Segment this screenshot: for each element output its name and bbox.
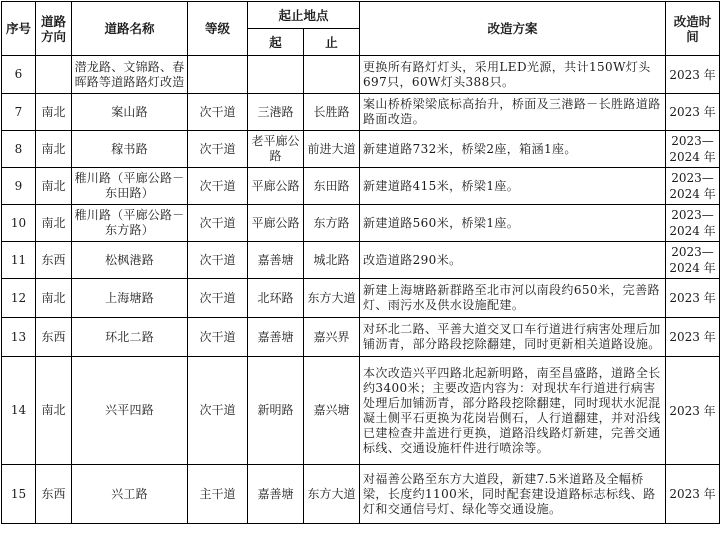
table-row (2, 168, 720, 205)
cell-time: 2023 年 (666, 318, 720, 357)
cell-direction (36, 56, 72, 94)
table-body (2, 56, 720, 524)
cell-grade: 次干道 (188, 357, 248, 465)
cell-end (304, 56, 360, 94)
cell-plan: 本次改造兴平四路北起新明路，南至昌盛路，道路全长约3400米；主要改造内容为：对现状车行道进行病害处理后加铺沥青，部分路段挖除翻建，同时现状水泥混凝土侧平石更换为花岗岩侧石，人行道翻建，并对沿线已建检查井盖进行更换，道路沿线路灯新建，完善交通标线、交通设施杆件进行喷涂等。 (360, 357, 666, 465)
table-row (2, 131, 720, 168)
cell-name: 稚川路（平廊公路－东田路） (72, 168, 188, 205)
road-renovation-table (1, 1, 720, 524)
cell-time: 2023—2024 年 (666, 242, 720, 279)
cell-grade: 次干道 (188, 131, 248, 168)
cell-direction: 南北 (36, 131, 72, 168)
cell-seq: 8 (2, 131, 36, 168)
cell-direction: 南北 (36, 94, 72, 131)
cell-seq: 9 (2, 168, 36, 205)
header-name: 道路名称 (72, 2, 188, 56)
cell-grade (188, 56, 248, 94)
header-direction: 道路方向 (36, 2, 72, 56)
cell-seq: 7 (2, 94, 36, 131)
cell-plan: 案山桥桥梁梁底标高抬升，桥面及三港路－长胜路道路路面改造。 (360, 94, 666, 131)
cell-name: 兴平四路 (72, 357, 188, 465)
cell-time: 2023—2024 年 (666, 168, 720, 205)
cell-grade: 次干道 (188, 168, 248, 205)
cell-grade: 主干道 (188, 465, 248, 524)
cell-plan: 新建上海塘路新群路至北市河以南段约650米，完善路灯、雨污水及供水设施配建。 (360, 279, 666, 318)
cell-time: 2023 年 (666, 279, 720, 318)
table-row (2, 357, 720, 465)
cell-end: 嘉兴塘 (304, 357, 360, 465)
header-seq: 序号 (2, 2, 36, 56)
cell-seq: 14 (2, 357, 36, 465)
table-row (2, 279, 720, 318)
cell-start: 三港路 (248, 94, 304, 131)
cell-name: 松枫港路 (72, 242, 188, 279)
cell-grade: 次干道 (188, 279, 248, 318)
cell-time: 2023 年 (666, 357, 720, 465)
cell-name: 兴工路 (72, 465, 188, 524)
cell-grade: 次干道 (188, 94, 248, 131)
table-row (2, 94, 720, 131)
cell-start: 老平廊公路 (248, 131, 304, 168)
cell-seq: 13 (2, 318, 36, 357)
cell-end: 东田路 (304, 168, 360, 205)
cell-direction: 东西 (36, 242, 72, 279)
header-grade: 等级 (188, 2, 248, 56)
table-row (2, 56, 720, 94)
table-row (2, 318, 720, 357)
cell-start: 嘉善塘 (248, 318, 304, 357)
header-end: 止 (304, 29, 360, 56)
cell-start: 北环路 (248, 279, 304, 318)
cell-grade: 次干道 (188, 318, 248, 357)
cell-time: 2023 年 (666, 94, 720, 131)
cell-plan: 改造道路290米。 (360, 242, 666, 279)
cell-start (248, 56, 304, 94)
cell-seq: 6 (2, 56, 36, 94)
cell-end: 嘉兴界 (304, 318, 360, 357)
cell-name: 稼书路 (72, 131, 188, 168)
cell-direction: 南北 (36, 357, 72, 465)
cell-time: 2023 年 (666, 465, 720, 524)
table-row (2, 205, 720, 242)
cell-grade: 次干道 (188, 242, 248, 279)
cell-plan: 更换所有路灯灯头，采用LED光源，共计150W灯头697只，60W灯头388只。 (360, 56, 666, 94)
cell-plan: 对环北二路、平善大道交叉口车行道进行病害处理后加铺沥青，部分路段挖除翻建，同时更新相关道路设施。 (360, 318, 666, 357)
cell-start: 平廊公路 (248, 168, 304, 205)
cell-plan: 对福善公路至东方大道段，新建7.5米道路及全幅桥梁，长度约1100米，同时配套建设道路标志标线、路灯和交通信号灯、绿化等交通设施。 (360, 465, 666, 524)
cell-end: 东方路 (304, 205, 360, 242)
cell-end: 前进大道 (304, 131, 360, 168)
header-endpoints: 起止地点 (248, 2, 360, 29)
cell-name: 稚川路（平廊公路－东方路） (72, 205, 188, 242)
cell-direction: 东西 (36, 318, 72, 357)
cell-end: 东方大道 (304, 279, 360, 318)
cell-start: 嘉善塘 (248, 465, 304, 524)
cell-direction: 南北 (36, 168, 72, 205)
cell-end: 东方大道 (304, 465, 360, 524)
cell-seq: 12 (2, 279, 36, 318)
cell-direction: 东西 (36, 465, 72, 524)
cell-time: 2023—2024 年 (666, 205, 720, 242)
cell-grade: 次干道 (188, 205, 248, 242)
cell-time: 2023—2024 年 (666, 131, 720, 168)
table-row (2, 242, 720, 279)
table-row (2, 465, 720, 524)
cell-name: 环北二路 (72, 318, 188, 357)
header-plan: 改造方案 (360, 2, 666, 56)
header-time: 改造时间 (666, 2, 720, 56)
header-start: 起 (248, 29, 304, 56)
cell-start: 平廊公路 (248, 205, 304, 242)
cell-start: 新明路 (248, 357, 304, 465)
cell-end: 城北路 (304, 242, 360, 279)
header-row-1 (2, 2, 720, 29)
cell-seq: 11 (2, 242, 36, 279)
cell-name: 潜龙路、文锦路、春晖路等道路路灯改造 (72, 56, 188, 94)
cell-plan: 新建道路415米，桥梁1座。 (360, 168, 666, 205)
cell-plan: 新建道路560米，桥梁1座。 (360, 205, 666, 242)
road-renovation-table-container (1, 1, 719, 524)
cell-end: 长胜路 (304, 94, 360, 131)
cell-plan: 新建道路732米，桥梁2座，箱涵1座。 (360, 131, 666, 168)
cell-time: 2023 年 (666, 56, 720, 94)
table-header (2, 2, 720, 56)
cell-start: 嘉善塘 (248, 242, 304, 279)
cell-name: 上海塘路 (72, 279, 188, 318)
cell-seq: 10 (2, 205, 36, 242)
cell-direction: 南北 (36, 205, 72, 242)
cell-seq: 15 (2, 465, 36, 524)
cell-direction: 南北 (36, 279, 72, 318)
cell-name: 案山路 (72, 94, 188, 131)
